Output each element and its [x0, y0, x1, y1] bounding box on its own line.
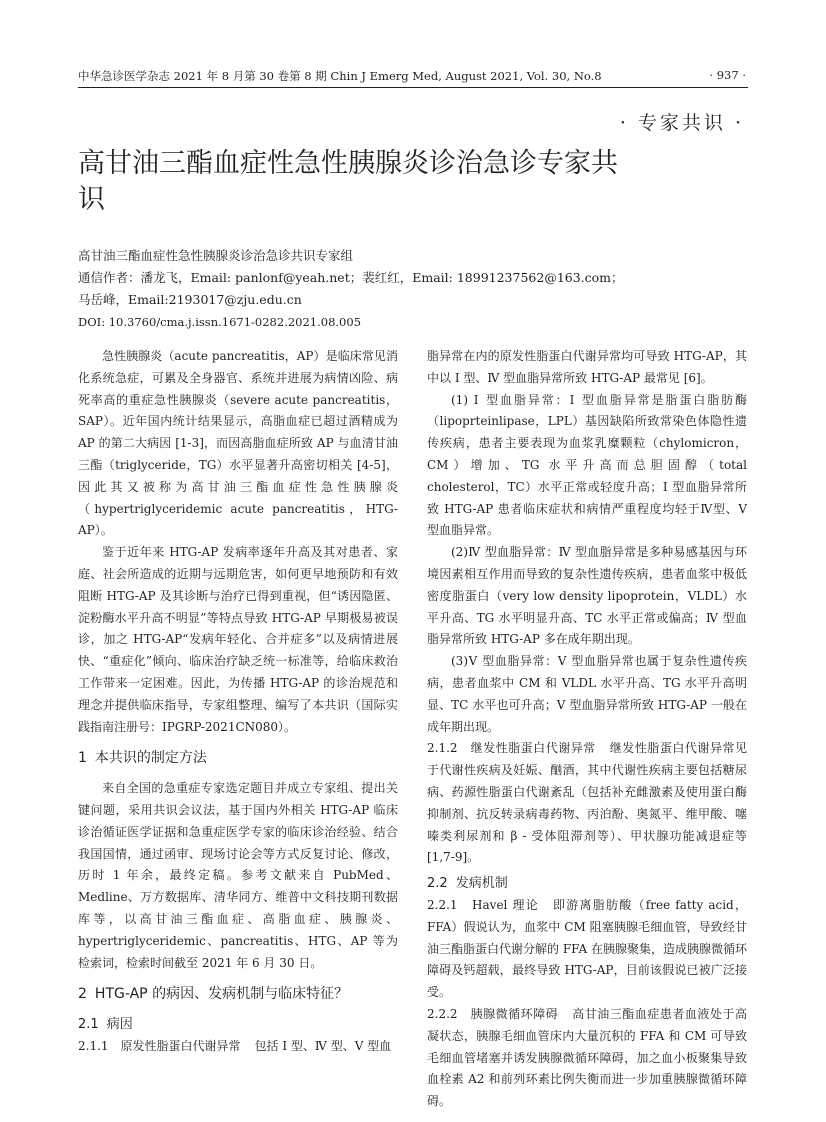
subsection-paragraph: 2.2.2 胰腺微循环障碍 高甘油三酯血症患者血液处于高凝状态，胰腺毛细血管床内大量沉积的 FFA 和 CM 可导致毛细血管堵塞并诱发胰腺微循环障碍，加之血小板聚集导致血栓素 A2 和前列环素比例失衡而进一步加重胰腺微循环障碍。	[427, 1006, 747, 1109]
article-title: 高甘油三酯血症性急性胰腺炎诊治急诊专家共识	[78, 148, 618, 215]
subsection-heading-2-2: 2.2 发病机制	[427, 876, 508, 892]
author-block	[78, 245, 748, 333]
author-group: 高甘油三酯血症性急性胰腺炎诊治急诊共识专家组	[78, 248, 354, 263]
paragraph: (2)Ⅳ 型血脂异常：Ⅳ 型血脂异常是多种易感基因与环境因素相互作用而导致的复杂性遗传疾病，患者血浆中极低密度脂蛋白（very low density lipoprotein，VLDL）水平升高、TG 水平明显升高、TC 水平正常或偏高；Ⅳ 型血脂异常所致 HTG-AP 多在成年期出现。	[427, 545, 747, 647]
paragraph: 鉴于近年来 HTG-AP 发病率逐年升高及其对患者、家庭、社会所造成的近期与远期危害，如何更早地预防和有效阻断 HTG-AP 及其诊断与治疗已得到重视，但“诱因隐匿、淀粉酶水平升高不明显”等特点导致 HTG-AP 早期极易被误诊，加之 HTG-AP“发病年轻化、合并症多”以及病情进展快、“重症化”倾向、临床治疗缺乏统一标准等，给临床救治工作带来一定困难。因此，为传播 HTG-AP 的诊治规范和理念并提供临床指导，专家组整理、编写了本共识（国际实践指南注册号：IPGRP-2021CN080）。	[78, 545, 398, 734]
left-column	[78, 346, 398, 1058]
page-number: · 937 ·	[709, 68, 746, 82]
paragraph: 急性胰腺炎（acute pancreatitis，AP）是临床常见消化系统急症，可累及全身器官、系统并进展为病情凶险、病死率高的重症急性胰腺炎（severe acute pancreatitis，SAP）。近年国内统计结果显示，高脂血症已超过酒精成为 AP 的第二大病因 [1-3]，而因高脂血症所致 AP 与血清甘油三酯（triglyceride，TG）水平显著升高密切相关 [4-5]，因此其又被称为高甘油三酯血症性急性胰腺炎（hypertriglyceridemic acute pancreatitis，HTG-AP）。	[78, 349, 398, 538]
running-header	[78, 66, 748, 88]
subsection-paragraph: 2.2.1 Havel 理论 即游离脂肪酸（free fatty acid，FFA）假说认为，血浆中 CM 阻塞胰腺毛细血管，导致经甘油三酯脂蛋白代谢分解的 FFA 在胰腺聚集，造成胰腺微循环障碍及钙超载，最终导致 HTG-AP，目前该假说已被广泛接受。	[427, 897, 747, 1000]
right-column	[427, 346, 747, 1113]
doi: DOI: 10.3760/cma.j.issn.1671-0282.2021.08.005	[78, 315, 362, 329]
subsection-paragraph: 2.1.1 原发性脂蛋白代谢异常 包括 Ⅰ 型、Ⅳ 型、Ⅴ 型血	[78, 1038, 392, 1053]
subsection-paragraph: 2.1.2 继发性脂蛋白代谢异常 继发性脂蛋白代谢异常见于代谢性疾病及妊娠、酗酒，其中代谢性疾病主要包括糖尿病、药源性脂蛋白代谢紊乱（包括补充雌激素及使用蛋白酶抑制剂、抗反转录病毒药物、丙泊酚、奥氮平、维甲酸、噻嗪类利尿剂和 β - 受体阻滞剂等）、甲状腺功能减退症等 [1,7-9]。	[427, 741, 747, 865]
journal-citation: 中华急诊医学杂志 2021 年 8 月第 30 卷第 8 期 Chin J Emerg Med, August 2021, Vol. 30, No.8	[78, 69, 602, 83]
corresponding-authors: 通信作者：潘龙飞，Email: panlonf@yeah.net；裴红红，Email: 18991237562@163.com；	[78, 270, 624, 285]
paragraph: (3)Ⅴ 型血脂异常：Ⅴ 型血脂异常也属于复杂性遗传疾病，患者血浆中 CM 和 VLDL 水平升高、TG 水平升高明显、TC 水平也可升高；Ⅴ 型血脂异常所致 HTG-AP 一般在成年期出现。	[427, 654, 747, 734]
paragraph: 脂异常在内的原发性脂蛋白代谢异常均可导致 HTG-AP，其中以 Ⅰ 型、Ⅳ 型血脂异常所致 HTG-AP 最常见 [6]。	[427, 349, 747, 385]
section-heading-2: 2 HTG-AP 的病因、发病机制与临床特征？	[78, 986, 349, 1003]
corresponding-authors-cont: 马岳峰，Email:2193017@zju.edu.cn	[78, 292, 302, 307]
section-heading-1: 1 本共识的制定方法	[78, 750, 207, 767]
paragraph: 来自全国的急重症专家选定题目并成立专家组、提出关键问题，采用共识会议法，基于国内外相关 HTG-AP 临床诊治循证医学证据和急重症医学专家的临床诊治经验、结合我国国情，通过函审、现场讨论会等方式反复讨论、修改，历时 1 年余，最终定稿。参考文献来自 PubMed、Medline、万方数据库、清华同方、维普中文科技期刊数据库等，以高甘油三酯血症、高脂血症、胰腺炎、hypertriglyceridemic、pancreatitis、HTG、AP 等为检索词，检索时间截至 2021 年 6 月 30 日。	[78, 781, 398, 970]
subsection-heading-2-1: 2.1 病因	[78, 1017, 133, 1033]
section-tag: · 专家共识 ·	[619, 112, 744, 134]
paragraph: (1) Ⅰ 型血脂异常：Ⅰ 型血脂异常是脂蛋白脂肪酶（lipoprteinlipase，LPL）基因缺陷所致常染色体隐性遗传疾病，患者主要表现为血浆乳糜颗粒（chylomicron，CM）增加、TG 水平升高而总胆固醇（total cholesterol，TC）水平正常或轻度升高；Ⅰ 型血脂异常所致 HTG-AP 患者临床症状和病情严重程度均轻于Ⅳ型、Ⅴ 型血脂异常。	[427, 392, 747, 538]
